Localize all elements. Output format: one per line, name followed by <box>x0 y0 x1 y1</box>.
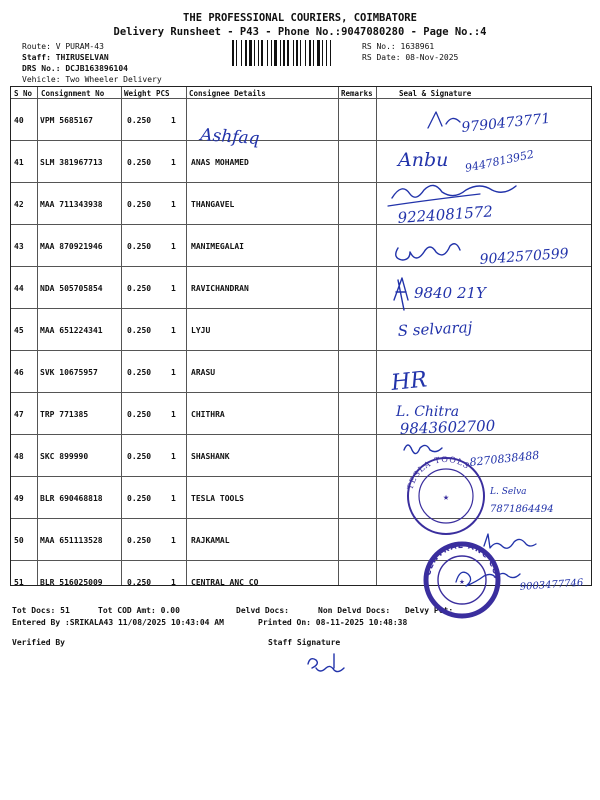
cell-weight: 0.250 <box>127 368 152 377</box>
cell-sno: 42 <box>14 200 24 209</box>
cell-cons: NDA 505705854 <box>40 284 103 293</box>
col-header-consignee: Consignee Details <box>189 89 266 98</box>
handwritten-phone: 9003477746 <box>519 577 584 593</box>
col-header-remarks: Remarks <box>341 89 373 98</box>
cell-consignee: THANGAVEL <box>191 200 235 209</box>
route-label: Route: V PURAM-43 <box>22 42 104 51</box>
cell-sno: 46 <box>14 368 24 377</box>
cell-weight: 0.250 <box>127 410 152 419</box>
cell-cons: SLM 381967713 <box>40 158 103 167</box>
cell-consignee: ANAS MOHAMED <box>191 158 249 167</box>
cell-weight: 0.250 <box>127 452 152 461</box>
svg-text:★: ★ <box>442 492 450 503</box>
svg-text:TESLA TOOLS: TESLA TOOLS <box>405 454 472 491</box>
handwritten-phone: 7871864494 <box>490 504 554 515</box>
handwritten-signature: HR <box>390 367 429 396</box>
rs-number: RS No.: 1638961 <box>362 42 435 51</box>
tot-docs: Tot Docs: 51 <box>12 606 70 615</box>
vehicle-label: Vehicle: Two Wheeler Delivery <box>22 75 162 84</box>
staff-signature-label: Staff Signature <box>268 638 341 647</box>
cell-cons: SVK 10675957 <box>40 368 98 377</box>
cell-consignee: TESLA TOOLS <box>191 494 244 503</box>
cell-pcs: 1 <box>171 284 176 293</box>
table-row <box>11 183 591 225</box>
runsheet-subtitle: Delivery Runsheet - P43 - Phone No.:9047080280 - Page No.:4 <box>113 26 487 38</box>
cell-consignee: LYJU <box>191 326 211 335</box>
col-header-pcs: PCS <box>156 89 170 98</box>
table-row <box>11 225 591 267</box>
table-row <box>11 561 591 603</box>
cell-weight: 0.250 <box>127 284 152 293</box>
cell-sno: 45 <box>14 326 24 335</box>
cell-weight: 0.250 <box>127 200 152 209</box>
handwritten-phone: 9790473771 <box>460 110 552 136</box>
cell-sno: 51 <box>14 578 24 587</box>
col-header-signature: Seal & Signature <box>399 89 472 98</box>
cell-sno: 40 <box>14 116 24 125</box>
cell-pcs: 1 <box>171 326 176 335</box>
table-row <box>11 309 591 351</box>
company-title: THE PROFESSIONAL COURIERS, COIMBATORE <box>183 12 417 24</box>
table-row <box>11 351 591 393</box>
cell-cons: MAA 870921946 <box>40 242 103 251</box>
cell-pcs: 1 <box>171 368 176 377</box>
cell-sno: 49 <box>14 494 24 503</box>
handwritten-name: Ashfaq <box>199 125 261 150</box>
handwritten-signature: Anbu <box>398 149 449 171</box>
cell-consignee: CHITHRA <box>191 410 225 419</box>
cell-pcs: 1 <box>171 494 176 503</box>
handwritten-phone: 9224081572 <box>397 202 494 227</box>
cell-sno: 48 <box>14 452 24 461</box>
cell-pcs: 1 <box>171 158 176 167</box>
table-row <box>11 435 591 477</box>
staff-label: Staff: THIRUSELVAN <box>22 53 109 62</box>
handwritten-signature: 9840 21Y <box>414 284 486 302</box>
cell-sno: 50 <box>14 536 24 545</box>
cell-weight: 0.250 <box>127 116 152 125</box>
rs-date: RS Date: 08-Nov-2025 <box>362 53 459 62</box>
cell-sno: 43 <box>14 242 24 251</box>
cell-cons: MAA 651224341 <box>40 326 103 335</box>
cell-pcs: 1 <box>171 116 176 125</box>
cell-cons: VPM 5685167 <box>40 116 93 125</box>
table-row <box>11 477 591 519</box>
cell-consignee: SHASHANK <box>191 452 230 461</box>
table-row <box>11 393 591 435</box>
cell-cons: SKC 899990 <box>40 452 89 461</box>
col-header-weight: Weight <box>124 89 152 98</box>
handwritten-phone: 9843602700 <box>399 416 496 438</box>
cell-weight: 0.250 <box>127 326 152 335</box>
entered-by: Entered By :SRIKALA43 11/08/2025 10:43:04 AM <box>12 618 224 627</box>
cell-cons: TRP 771385 <box>40 410 89 419</box>
table-row <box>11 99 591 141</box>
cell-cons: BLR 690468818 <box>40 494 103 503</box>
cell-pcs: 1 <box>171 536 176 545</box>
col-header-sno: S No <box>14 89 33 98</box>
verified-by: Verified By <box>12 638 65 647</box>
handwritten-signature: S selvaraj <box>397 318 473 340</box>
cell-consignee: RAVICHANDRAN <box>191 284 249 293</box>
cell-weight: 0.250 <box>127 494 152 503</box>
cell-weight: 0.250 <box>127 242 152 251</box>
cell-pcs: 1 <box>171 578 176 587</box>
handwritten-signature: L. Chitra <box>396 404 460 420</box>
handwritten-phone: 9447813952 <box>463 147 536 175</box>
handwritten-phone: 9042570599 <box>479 245 570 268</box>
cell-pcs: 1 <box>171 410 176 419</box>
cell-pcs: 1 <box>171 242 176 251</box>
cell-pcs: 1 <box>171 452 176 461</box>
handwritten-phone: 8270838488 <box>468 448 540 469</box>
cell-cons: MAA 711343938 <box>40 200 103 209</box>
cell-consignee: MANIMEGALAI <box>191 242 244 251</box>
cell-weight: 0.250 <box>127 578 152 587</box>
cell-sno: 41 <box>14 158 24 167</box>
cell-cons: MAA 651113528 <box>40 536 103 545</box>
table-row <box>11 267 591 309</box>
cell-consignee: RAJKAMAL <box>191 536 230 545</box>
tot-cod: Tot COD Amt: 0.00 <box>98 606 180 615</box>
delivery-table <box>10 86 592 586</box>
staff-signature-mark <box>308 654 344 672</box>
delvd-docs: Delvd Docs: <box>236 606 289 615</box>
cell-weight: 0.250 <box>127 158 152 167</box>
non-delvd-docs: Non Delvd Docs: <box>318 606 391 615</box>
printed-on: Printed On: 08-11-2025 10:48:38 <box>258 618 408 627</box>
cell-sno: 47 <box>14 410 24 419</box>
svg-text:CENTRAL ANC CO.: CENTRAL ANC CO. <box>423 540 502 580</box>
table-row <box>11 141 591 183</box>
drs-label: DRS No.: DCJB163896104 <box>22 64 128 73</box>
cell-sno: 44 <box>14 284 24 293</box>
cell-consignee: ARASU <box>191 368 216 377</box>
svg-text:★: ★ <box>459 577 465 587</box>
cell-pcs: 1 <box>171 200 176 209</box>
cell-consignee: CENTRAL ANC CO <box>191 578 259 587</box>
col-header-consignment: Consignment No <box>41 89 105 98</box>
barcode <box>232 40 358 66</box>
cell-weight: 0.250 <box>127 536 152 545</box>
delvy-pct: Delvy Pct: <box>405 606 454 615</box>
handwritten-signature: L. Selva <box>490 487 527 497</box>
table-row <box>11 519 591 561</box>
cell-cons: BLR 516025009 <box>40 578 103 587</box>
